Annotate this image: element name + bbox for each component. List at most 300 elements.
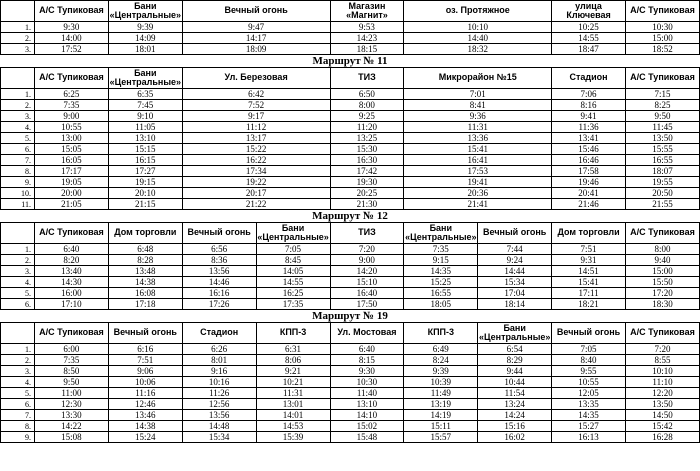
departure-time: 15:57	[404, 432, 478, 443]
departure-time: 18:52	[626, 44, 700, 55]
departure-time: 7:35	[35, 355, 109, 366]
departure-time: 13:30	[35, 410, 109, 421]
stop-name-header: улица Ключевая	[552, 1, 626, 22]
departure-time: 15:05	[35, 144, 109, 155]
trip-number: 9.	[1, 432, 35, 443]
departure-time: 17:11	[552, 288, 626, 299]
departure-time: 11:54	[478, 388, 552, 399]
departure-time: 6:00	[35, 344, 109, 355]
trip-number: 7.	[1, 155, 35, 166]
departure-time: 11:00	[35, 388, 109, 399]
trip-row	[1, 111, 700, 122]
stop-name-header: Вечный огонь	[478, 223, 552, 244]
departure-time: 15:00	[626, 33, 700, 44]
trip-row	[1, 244, 700, 255]
departure-time: 13:40	[35, 266, 109, 277]
departure-time: 11:10	[626, 377, 700, 388]
trip-number: 11.	[1, 199, 35, 210]
departure-time: 6:40	[35, 244, 109, 255]
departure-time: 10:10	[626, 366, 700, 377]
trip-row	[1, 199, 700, 210]
departure-time: 6:26	[182, 344, 256, 355]
stop-name-header: Ул. Мостовая	[330, 323, 404, 344]
departure-time: 11:31	[256, 388, 330, 399]
stop-name-header: Бани «Центральные»	[109, 0, 182, 20]
trip-row	[1, 355, 700, 366]
departure-time: 11:16	[108, 388, 182, 399]
departure-time: 8:45	[256, 255, 330, 266]
departure-time: 7:05	[256, 244, 330, 255]
trip-row	[1, 421, 700, 432]
departure-time: 6:50	[330, 89, 404, 100]
stop-name-header: А/С Тупиковая	[35, 1, 109, 22]
trip-row	[1, 255, 700, 266]
departure-time: 17:04	[478, 288, 552, 299]
departure-time: 16:30	[330, 155, 404, 166]
stop-name-header: Ул. Березовая	[182, 68, 330, 89]
departure-time: 20:50	[626, 188, 700, 199]
stop-name-header: Вечный огонь	[182, 223, 256, 244]
trip-number: 4.	[1, 377, 35, 388]
departure-time: 10:16	[182, 377, 256, 388]
departure-time: 13:10	[330, 399, 404, 410]
departure-time: 15:55	[626, 144, 700, 155]
trip-row	[1, 122, 700, 133]
departure-time: 13:56	[182, 266, 256, 277]
departure-time: 14:53	[256, 421, 330, 432]
departure-time: 16:46	[552, 155, 626, 166]
departure-time: 18:21	[552, 299, 626, 310]
departure-time: 15:16	[478, 421, 552, 432]
departure-time: 14:40	[404, 33, 552, 44]
departure-time: 15:41	[404, 144, 552, 155]
departure-time: 15:25	[404, 277, 478, 288]
trip-number: 7.	[1, 410, 35, 421]
departure-time: 18:47	[552, 44, 626, 55]
departure-time: 7:45	[108, 100, 182, 111]
departure-time: 9:30	[35, 22, 109, 33]
departure-time: 7:52	[182, 100, 330, 111]
departure-time: 14:38	[108, 277, 182, 288]
departure-time: 15:15	[108, 144, 182, 155]
trip-number: 10.	[1, 188, 35, 199]
departure-time: 8:55	[626, 355, 700, 366]
departure-time: 9:17	[182, 111, 330, 122]
departure-time: 8:16	[552, 100, 626, 111]
departure-time: 15:22	[182, 144, 330, 155]
departure-time: 16:13	[552, 432, 626, 443]
departure-time: 16:40	[330, 288, 404, 299]
departure-time: 18:05	[404, 299, 478, 310]
stop-name-header: А/С Тупиковая	[626, 223, 700, 244]
trip-row	[1, 399, 700, 410]
departure-time: 6:48	[108, 244, 182, 255]
departure-time: 12:20	[626, 388, 700, 399]
trip-row	[1, 155, 700, 166]
departure-time: 8:01	[182, 355, 256, 366]
trip-row	[1, 22, 700, 33]
departure-time: 16:16	[182, 288, 256, 299]
departure-time: 13:19	[404, 399, 478, 410]
departure-time: 17:58	[552, 166, 626, 177]
departure-time: 11:12	[182, 122, 330, 133]
stop-name-header: КПП-3	[404, 323, 478, 344]
departure-time: 15:27	[552, 421, 626, 432]
departure-time: 14:22	[35, 421, 109, 432]
trip-row	[1, 89, 700, 100]
departure-time: 18:14	[478, 299, 552, 310]
departure-time: 15:39	[256, 432, 330, 443]
departure-time: 16:28	[626, 432, 700, 443]
trip-number: 1.	[1, 244, 35, 255]
departure-time: 14:44	[478, 266, 552, 277]
departure-time: 8:25	[626, 100, 700, 111]
trip-number: 6.	[1, 144, 35, 155]
departure-time: 12:56	[182, 399, 256, 410]
departure-time: 15:42	[626, 421, 700, 432]
departure-time: 13:48	[108, 266, 182, 277]
route-title-row	[1, 310, 700, 323]
stop-name-header: Микрорайон №15	[404, 68, 552, 89]
departure-time: 13:10	[108, 133, 182, 144]
trip-row	[1, 177, 700, 188]
departure-time: 20:36	[404, 188, 552, 199]
trip-number: 8.	[1, 166, 35, 177]
departure-time: 19:46	[552, 177, 626, 188]
departure-time: 9:25	[330, 111, 404, 122]
departure-time: 9:10	[108, 111, 182, 122]
departure-time: 8:50	[35, 366, 109, 377]
departure-time: 8:29	[478, 355, 552, 366]
departure-time: 9:39	[108, 22, 182, 33]
departure-time: 17:17	[35, 166, 109, 177]
stop-name-header: Вечный огонь	[552, 323, 626, 344]
departure-time: 15:02	[330, 421, 404, 432]
departure-time: 7:20	[626, 344, 700, 355]
departure-time: 17:34	[182, 166, 330, 177]
trip-row	[1, 144, 700, 155]
stop-name-header: ТИЗ	[330, 223, 404, 244]
trip-number: 5.	[1, 133, 35, 144]
departure-time: 13:41	[552, 133, 626, 144]
departure-time: 15:00	[626, 266, 700, 277]
departure-time: 9:39	[404, 366, 478, 377]
departure-time: 13:17	[182, 133, 330, 144]
departure-time: 9:50	[626, 111, 700, 122]
departure-time: 20:41	[552, 188, 626, 199]
trip-number: 2.	[1, 355, 35, 366]
departure-time: 7:51	[108, 355, 182, 366]
departure-time: 8:00	[330, 100, 404, 111]
route-title-row	[1, 210, 700, 223]
departure-time: 21:41	[404, 199, 552, 210]
departure-time: 10:10	[404, 22, 552, 33]
departure-time: 17:26	[182, 299, 256, 310]
departure-time: 15:48	[330, 432, 404, 443]
departure-time: 18:01	[108, 44, 182, 55]
departure-time: 15:34	[478, 277, 552, 288]
stops-header-row	[1, 68, 700, 89]
departure-time: 8:36	[182, 255, 256, 266]
stop-name-header: Бани «Центральные»	[257, 222, 329, 242]
departure-time: 7:01	[404, 89, 552, 100]
trip-number: 1.	[1, 344, 35, 355]
departure-time: 14:46	[182, 277, 256, 288]
departure-time: 9:50	[35, 377, 109, 388]
departure-time: 20:17	[182, 188, 330, 199]
departure-time: 19:05	[35, 177, 109, 188]
trip-number: 3.	[1, 266, 35, 277]
departure-time: 10:21	[256, 377, 330, 388]
departure-time: 6:49	[404, 344, 478, 355]
departure-time: 6:54	[478, 344, 552, 355]
departure-time: 17:52	[35, 44, 109, 55]
departure-time: 18:07	[626, 166, 700, 177]
departure-time: 9:30	[330, 366, 404, 377]
trip-row	[1, 410, 700, 421]
trip-row	[1, 299, 700, 310]
trip-row	[1, 266, 700, 277]
departure-time: 7:51	[552, 244, 626, 255]
stop-name-header: А/С Тупиковая	[35, 223, 109, 244]
departure-time: 19:22	[182, 177, 330, 188]
trip-number: 3.	[1, 366, 35, 377]
departure-time: 19:41	[404, 177, 552, 188]
departure-time: 7:06	[552, 89, 626, 100]
stop-name-header: Магазин «Магнит»	[330, 1, 404, 22]
departure-time: 12:46	[108, 399, 182, 410]
departure-time: 21:15	[108, 199, 182, 210]
departure-time: 10:25	[552, 22, 626, 33]
trip-row	[1, 277, 700, 288]
departure-time: 18:32	[404, 44, 552, 55]
departure-time: 14:17	[182, 33, 330, 44]
departure-time: 17:35	[256, 299, 330, 310]
departure-time: 14:51	[552, 266, 626, 277]
departure-time: 18:15	[330, 44, 404, 55]
departure-time: 14:19	[404, 410, 478, 421]
departure-time: 15:50	[626, 277, 700, 288]
departure-time: 13:24	[478, 399, 552, 410]
departure-time: 7:44	[478, 244, 552, 255]
stop-name-header: Вечный огонь	[182, 1, 330, 22]
departure-time: 17:53	[404, 166, 552, 177]
departure-time: 14:01	[256, 410, 330, 421]
departure-time: 15:11	[404, 421, 478, 432]
departure-time: 10:30	[626, 22, 700, 33]
departure-time: 13:25	[330, 133, 404, 144]
departure-time: 10:30	[330, 377, 404, 388]
trip-number: 6.	[1, 399, 35, 410]
trip-number: 1.	[1, 22, 35, 33]
departure-time: 11:36	[552, 122, 626, 133]
departure-time: 6:56	[182, 244, 256, 255]
trip-number: 2.	[1, 255, 35, 266]
departure-time: 15:30	[330, 144, 404, 155]
departure-time: 8:15	[330, 355, 404, 366]
departure-time: 9:16	[182, 366, 256, 377]
trip-number: 9.	[1, 177, 35, 188]
departure-time: 9:00	[35, 111, 109, 122]
departure-time: 21:30	[330, 199, 404, 210]
departure-time: 15:08	[35, 432, 109, 443]
departure-time: 9:00	[330, 255, 404, 266]
departure-time: 8:40	[552, 355, 626, 366]
stop-name-header: А/С Тупиковая	[35, 323, 109, 344]
stop-name-header: Бани «Центральные»	[405, 222, 477, 242]
trip-number: 6.	[1, 299, 35, 310]
departure-time: 13:56	[182, 410, 256, 421]
departure-time: 16:55	[626, 155, 700, 166]
trip-row	[1, 33, 700, 44]
departure-time: 14:09	[108, 33, 182, 44]
departure-time: 21:22	[182, 199, 330, 210]
departure-time: 9:53	[330, 22, 404, 33]
departure-time: 9:47	[182, 22, 330, 33]
departure-time: 15:24	[108, 432, 182, 443]
departure-time: 6:35	[108, 89, 182, 100]
departure-time: 14:38	[108, 421, 182, 432]
trip-row	[1, 432, 700, 443]
departure-time: 9:41	[552, 111, 626, 122]
departure-time: 10:39	[404, 377, 478, 388]
stop-name-header: А/С Тупиковая	[35, 68, 109, 89]
departure-time: 14:48	[182, 421, 256, 432]
departure-time: 6:25	[35, 89, 109, 100]
departure-time: 10:55	[35, 122, 109, 133]
trip-number: 3.	[1, 111, 35, 122]
departure-time: 6:42	[182, 89, 330, 100]
trip-row	[1, 44, 700, 55]
departure-time: 14:23	[330, 33, 404, 44]
departure-time: 19:15	[108, 177, 182, 188]
stop-name-header: А/С Тупиковая	[626, 68, 700, 89]
departure-time: 16:55	[404, 288, 478, 299]
departure-time: 14:35	[404, 266, 478, 277]
departure-time: 14:24	[478, 410, 552, 421]
trip-number: 8.	[1, 421, 35, 432]
departure-time: 11:31	[404, 122, 552, 133]
departure-time: 19:30	[330, 177, 404, 188]
departure-time: 19:55	[626, 177, 700, 188]
departure-time: 6:40	[330, 344, 404, 355]
departure-time: 8:24	[404, 355, 478, 366]
stop-name-header: А/С Тупиковая	[626, 323, 700, 344]
departure-time: 9:44	[478, 366, 552, 377]
departure-time: 17:50	[330, 299, 404, 310]
route-title-row	[1, 55, 700, 68]
corner-cell	[1, 1, 35, 22]
trip-row	[1, 166, 700, 177]
departure-time: 15:46	[552, 144, 626, 155]
stop-name-header: Стадион	[552, 68, 626, 89]
trip-number: 1.	[1, 89, 35, 100]
stops-header-row	[1, 323, 700, 344]
departure-time: 9:36	[404, 111, 552, 122]
departure-time: 16:05	[35, 155, 109, 166]
departure-time: 10:06	[108, 377, 182, 388]
departure-time: 14:50	[626, 410, 700, 421]
departure-time: 14:55	[256, 277, 330, 288]
departure-time: 13:35	[552, 399, 626, 410]
trip-row	[1, 344, 700, 355]
departure-time: 7:35	[35, 100, 109, 111]
trip-number: 2.	[1, 100, 35, 111]
departure-time: 6:16	[108, 344, 182, 355]
trip-row	[1, 133, 700, 144]
departure-time: 9:55	[552, 366, 626, 377]
departure-time: 9:31	[552, 255, 626, 266]
departure-time: 14:20	[330, 266, 404, 277]
departure-time: 17:20	[626, 288, 700, 299]
departure-time: 13:50	[626, 399, 700, 410]
departure-time: 21:55	[626, 199, 700, 210]
route-title: Маршрут № 12	[1, 210, 700, 223]
departure-time: 7:35	[404, 244, 478, 255]
departure-time: 10:44	[478, 377, 552, 388]
departure-time: 11:20	[330, 122, 404, 133]
departure-time: 14:00	[35, 33, 109, 44]
departure-time: 15:34	[182, 432, 256, 443]
departure-time: 18:09	[182, 44, 330, 55]
stop-name-header: оз. Протяжное	[404, 1, 552, 22]
departure-time: 15:41	[552, 277, 626, 288]
departure-time: 17:18	[108, 299, 182, 310]
departure-time: 16:22	[182, 155, 330, 166]
departure-time: 8:20	[35, 255, 109, 266]
departure-time: 21:46	[552, 199, 626, 210]
departure-time: 14:35	[552, 410, 626, 421]
trip-number: 5.	[1, 388, 35, 399]
departure-time: 12:05	[552, 388, 626, 399]
departure-time: 20:00	[35, 188, 109, 199]
departure-time: 16:08	[108, 288, 182, 299]
stops-header-row	[1, 1, 700, 22]
corner-cell	[1, 68, 35, 89]
departure-time: 8:06	[256, 355, 330, 366]
departure-time: 11:40	[330, 388, 404, 399]
corner-cell	[1, 223, 35, 244]
departure-time: 13:50	[626, 133, 700, 144]
departure-time: 12:30	[35, 399, 109, 410]
departure-time: 7:20	[330, 244, 404, 255]
departure-time: 14:55	[552, 33, 626, 44]
departure-time: 8:00	[626, 244, 700, 255]
departure-time: 7:05	[552, 344, 626, 355]
stop-name-header: КПП-3	[256, 323, 330, 344]
departure-time: 6:31	[256, 344, 330, 355]
departure-time: 9:40	[626, 255, 700, 266]
departure-time: 16:41	[404, 155, 552, 166]
departure-time: 13:01	[256, 399, 330, 410]
trip-row	[1, 100, 700, 111]
departure-time: 14:05	[256, 266, 330, 277]
departure-time: 17:10	[35, 299, 109, 310]
departure-time: 11:26	[182, 388, 256, 399]
stop-name-header: Бани «Центральные»	[109, 67, 182, 87]
trip-row	[1, 288, 700, 299]
trip-number: 4.	[1, 122, 35, 133]
stop-name-header: Дом торговли	[108, 223, 182, 244]
route-title: Маршрут № 19	[1, 310, 700, 323]
route-title: Маршрут № 11	[1, 55, 700, 68]
stops-header-row	[1, 223, 700, 244]
stop-name-header: Дом торговли	[552, 223, 626, 244]
trip-row	[1, 388, 700, 399]
departure-time: 9:21	[256, 366, 330, 377]
trip-number: 5.	[1, 288, 35, 299]
departure-time: 14:10	[330, 410, 404, 421]
